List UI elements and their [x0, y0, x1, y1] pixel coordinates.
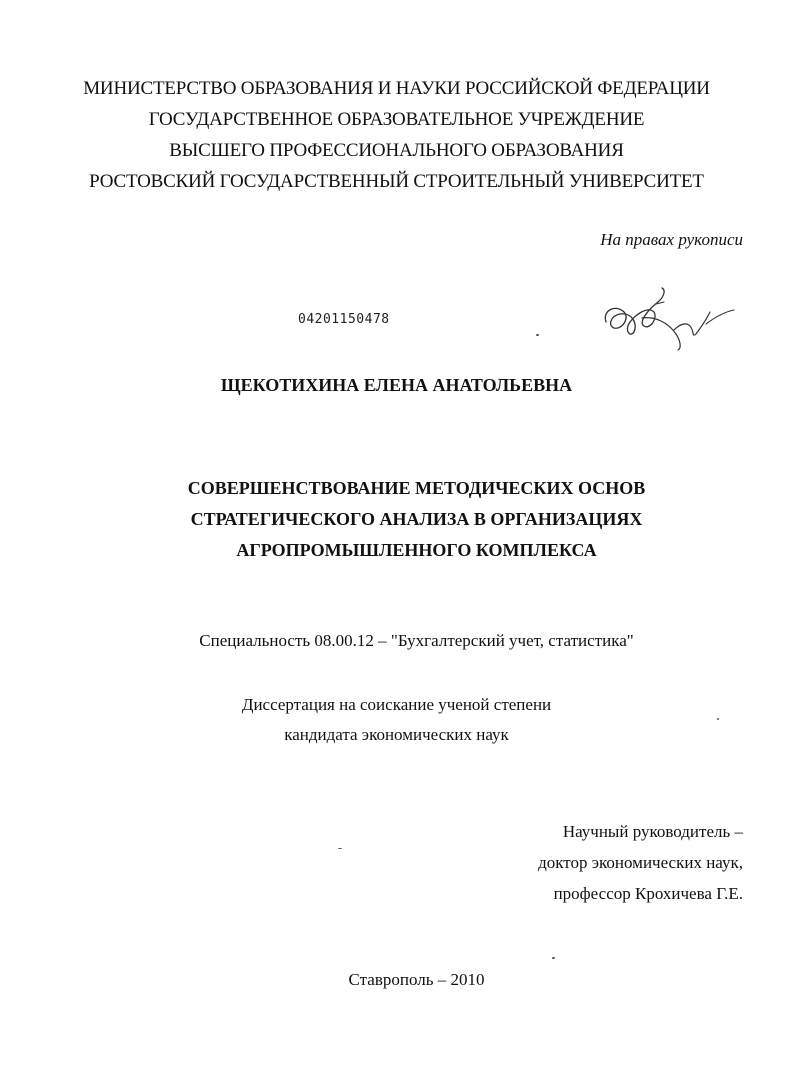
- advisor-line-role: Научный руководитель –: [562, 822, 743, 841]
- manuscript-rights-note: На правах рукописи: [600, 230, 743, 249]
- institution-line-higher-education: ВЫСШЕГО ПРОФЕССИОНАЛЬНОГО ОБРАЗОВАНИЯ: [169, 140, 624, 161]
- archive-number: 04201150478: [298, 312, 390, 327]
- title-line: СОВЕРШЕНСТВОВАНИЕ МЕТОДИЧЕСКИХ ОСНОВ: [187, 478, 646, 498]
- degree-statement: [0, 690, 793, 750]
- institution-line-state-institution: ГОСУДАРСТВЕННОЕ ОБРАЗОВАТЕЛЬНОЕ УЧРЕЖДЕНИЕ: [148, 109, 645, 130]
- degree-line: Диссертация на соискание ученой степени: [241, 695, 552, 714]
- handwritten-signature: [598, 282, 738, 352]
- author-name: ЩЕКОТИХИНА ЕЛЕНА АНАТОЛЬЕВНА: [220, 375, 573, 395]
- specialty-line: Специальность 08.00.12 – "Бухгалтерский учет, статистика": [199, 631, 634, 650]
- scan-speck: [536, 334, 539, 336]
- title-line: СТРАТЕГИЧЕСКОГО АНАЛИЗА В ОРГАНИЗАЦИЯХ: [190, 509, 643, 529]
- place-and-year: Ставрополь – 2010: [348, 970, 485, 989]
- institution-header: [0, 73, 793, 197]
- advisor-line-name: профессор Крохичева Г.Е.: [553, 884, 743, 903]
- advisor-line-degree: доктор экономических наук,: [538, 853, 743, 872]
- scan-speck: [338, 848, 342, 849]
- degree-line: кандидата экономических наук: [284, 725, 509, 744]
- institution-line-university: РОСТОВСКИЙ ГОСУДАРСТВЕННЫЙ СТРОИТЕЛЬНЫЙ УНИВЕРСИТЕТ: [89, 171, 704, 192]
- dissertation-title: [0, 473, 793, 566]
- title-line: АГРОПРОМЫШЛЕННОГО КОМПЛЕКСА: [236, 540, 597, 560]
- scan-speck: [717, 718, 719, 720]
- scan-speck: [552, 957, 555, 959]
- institution-line-ministry: МИНИСТЕРСТВО ОБРАЗОВАНИЯ И НАУКИ РОССИЙСКОЙ ФЕДЕРАЦИИ: [83, 78, 710, 99]
- scientific-advisor: [538, 816, 743, 909]
